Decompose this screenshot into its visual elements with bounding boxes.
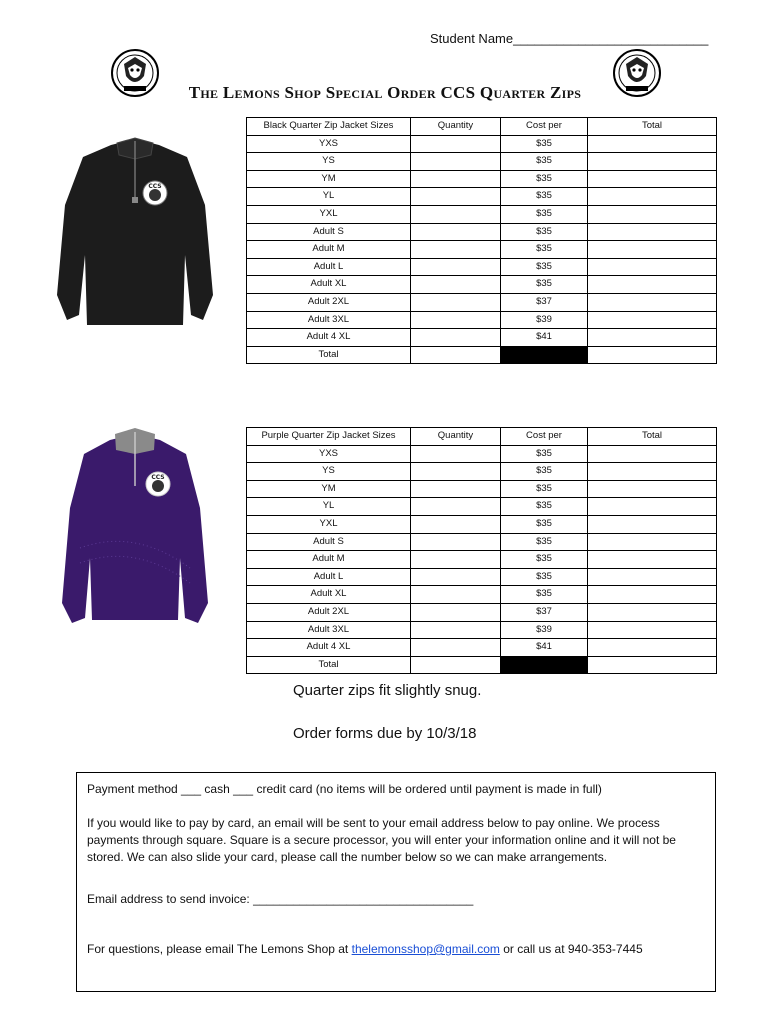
- size-cell: YS: [247, 153, 411, 171]
- total-cell[interactable]: [588, 223, 717, 241]
- size-cell: Adult 2XL: [247, 293, 411, 311]
- cost-cell: $35: [501, 188, 588, 206]
- total-cell[interactable]: [588, 205, 717, 223]
- cost-cell: $35: [501, 568, 588, 586]
- cost-cell: $41: [501, 639, 588, 657]
- quantity-cell[interactable]: [411, 153, 501, 171]
- table-row: [247, 515, 717, 533]
- table-total-row: [247, 656, 717, 674]
- column-header: Black Quarter Zip Jacket Sizes: [247, 118, 411, 136]
- total-cell[interactable]: [588, 498, 717, 516]
- table-row: [247, 533, 717, 551]
- cost-cell: $35: [501, 223, 588, 241]
- questions-prefix: For questions, please email The Lemons Shop at: [87, 942, 352, 956]
- total-cell[interactable]: [588, 621, 717, 639]
- total-cell[interactable]: [588, 603, 717, 621]
- quantity-cell[interactable]: [411, 311, 501, 329]
- cost-cell: $35: [501, 153, 588, 171]
- table-row: [247, 258, 717, 276]
- quantity-cell[interactable]: [411, 515, 501, 533]
- quantity-cell[interactable]: [411, 135, 501, 153]
- table-row: [247, 621, 717, 639]
- table-row: [247, 241, 717, 259]
- total-cell[interactable]: [588, 170, 717, 188]
- due-date-note: Order forms due by 10/3/18: [293, 725, 477, 742]
- quantity-cell[interactable]: [411, 293, 501, 311]
- cost-cell: $35: [501, 241, 588, 259]
- size-cell: Adult M: [247, 551, 411, 569]
- column-header: Total: [588, 428, 717, 446]
- table-header-row: [247, 118, 717, 136]
- table-row: [247, 445, 717, 463]
- table-row: [247, 188, 717, 206]
- total-cell[interactable]: [588, 293, 717, 311]
- quantity-cell[interactable]: [411, 205, 501, 223]
- cost-cell: $37: [501, 603, 588, 621]
- table-row: [247, 276, 717, 294]
- column-header: Quantity: [411, 428, 501, 446]
- quantity-cell[interactable]: [411, 568, 501, 586]
- column-header: Purple Quarter Zip Jacket Sizes: [247, 428, 411, 446]
- total-cell[interactable]: [588, 551, 717, 569]
- purple-order-table: [246, 427, 717, 674]
- email-link[interactable]: thelemonsshop@gmail.com: [351, 942, 500, 956]
- quantity-cell[interactable]: [411, 241, 501, 259]
- fit-note: Quarter zips fit slightly snug.: [293, 682, 482, 699]
- table-row: [247, 293, 717, 311]
- quantity-cell[interactable]: [411, 551, 501, 569]
- cost-cell: $35: [501, 480, 588, 498]
- cost-cell: $35: [501, 463, 588, 481]
- quantity-cell[interactable]: [411, 533, 501, 551]
- grand-total-cell[interactable]: [588, 346, 717, 364]
- total-cell[interactable]: [588, 188, 717, 206]
- quantity-cell[interactable]: [411, 639, 501, 657]
- size-cell: YXL: [247, 205, 411, 223]
- size-cell: YS: [247, 463, 411, 481]
- table-row: [247, 603, 717, 621]
- total-cell[interactable]: [588, 639, 717, 657]
- quantity-cell[interactable]: [411, 586, 501, 604]
- size-cell: Adult 3XL: [247, 311, 411, 329]
- cost-cell: $35: [501, 551, 588, 569]
- total-cell[interactable]: [588, 445, 717, 463]
- total-label: Total: [247, 656, 411, 674]
- total-cell[interactable]: [588, 463, 717, 481]
- questions-suffix: or call us at 940-353-7445: [499, 942, 643, 956]
- total-cell[interactable]: [588, 533, 717, 551]
- table-row: [247, 480, 717, 498]
- quantity-cell[interactable]: [411, 603, 501, 621]
- total-quantity-cell[interactable]: [411, 656, 501, 674]
- size-cell: Adult 3XL: [247, 621, 411, 639]
- column-header: Cost per: [501, 118, 588, 136]
- quantity-cell[interactable]: [411, 498, 501, 516]
- cost-cell: $35: [501, 135, 588, 153]
- total-label: Total: [247, 346, 411, 364]
- crest-ccs-label: CCS: [148, 183, 162, 190]
- quantity-cell[interactable]: [411, 223, 501, 241]
- cost-cell: $37: [501, 293, 588, 311]
- card-payment-paragraph: If you would like to pay by card, an email will be sent to your email address below to pay online. We process payments through square. Square is a secure processor, you will enter your information online and it will not be stored. We can also slide your card, please call the number below so we can make arrangements.: [87, 816, 676, 864]
- cost-cell: $35: [501, 533, 588, 551]
- cost-cell: $35: [501, 170, 588, 188]
- payment-info-box: [76, 772, 716, 992]
- size-cell: YM: [247, 480, 411, 498]
- size-cell: Adult XL: [247, 586, 411, 604]
- cost-cell: $35: [501, 205, 588, 223]
- total-cell[interactable]: [588, 135, 717, 153]
- size-cell: Adult 4 XL: [247, 639, 411, 657]
- table-row: [247, 135, 717, 153]
- size-cell: YL: [247, 188, 411, 206]
- cost-cell: $41: [501, 329, 588, 347]
- size-cell: YXS: [247, 135, 411, 153]
- blackout-cell: [501, 656, 588, 674]
- table-row: [247, 463, 717, 481]
- payment-method-line: Payment method ___ cash ___ credit card (no items will be ordered until payment is made in full): [87, 782, 602, 796]
- questions-line: [87, 941, 707, 958]
- total-cell[interactable]: [588, 241, 717, 259]
- table-row: [247, 311, 717, 329]
- table-row: [247, 551, 717, 569]
- cost-cell: $35: [501, 586, 588, 604]
- table-row: [247, 568, 717, 586]
- column-header: Total: [588, 118, 717, 136]
- table-row: [247, 223, 717, 241]
- cost-cell: $39: [501, 621, 588, 639]
- size-cell: YL: [247, 498, 411, 516]
- invoice-email-line: Email address to send invoice: _________________________________: [87, 892, 474, 906]
- student-name-line: Student Name___________________________: [430, 31, 709, 46]
- cost-cell: $35: [501, 498, 588, 516]
- quantity-cell[interactable]: [411, 258, 501, 276]
- cost-cell: $35: [501, 445, 588, 463]
- size-cell: Adult L: [247, 568, 411, 586]
- size-cell: Adult S: [247, 533, 411, 551]
- grand-total-cell[interactable]: [588, 656, 717, 674]
- size-cell: YXL: [247, 515, 411, 533]
- total-cell[interactable]: [588, 329, 717, 347]
- table-row: [247, 639, 717, 657]
- quantity-cell[interactable]: [411, 480, 501, 498]
- total-cell[interactable]: [588, 480, 717, 498]
- quantity-cell[interactable]: [411, 463, 501, 481]
- quantity-cell[interactable]: [411, 188, 501, 206]
- size-cell: Adult 2XL: [247, 603, 411, 621]
- total-cell[interactable]: [588, 276, 717, 294]
- table-row: [247, 329, 717, 347]
- purple-quarter-zip-image: [60, 428, 210, 628]
- table-row: [247, 205, 717, 223]
- total-cell[interactable]: [588, 568, 717, 586]
- size-cell: Adult M: [247, 241, 411, 259]
- total-cell[interactable]: [588, 586, 717, 604]
- quantity-cell[interactable]: [411, 276, 501, 294]
- cost-cell: $35: [501, 515, 588, 533]
- size-cell: Adult S: [247, 223, 411, 241]
- size-cell: Adult XL: [247, 276, 411, 294]
- crest-ccs-label: CCS: [151, 474, 165, 481]
- cost-cell: $35: [501, 276, 588, 294]
- column-header: Cost per: [501, 428, 588, 446]
- cost-cell: $39: [501, 311, 588, 329]
- total-cell[interactable]: [588, 153, 717, 171]
- column-header: Quantity: [411, 118, 501, 136]
- black-quarter-zip-image: [55, 135, 215, 330]
- table-row: [247, 153, 717, 171]
- quantity-cell[interactable]: [411, 445, 501, 463]
- quantity-cell[interactable]: [411, 329, 501, 347]
- table-row: [247, 170, 717, 188]
- cost-cell: $35: [501, 258, 588, 276]
- table-total-row: [247, 346, 717, 364]
- size-cell: Adult L: [247, 258, 411, 276]
- total-quantity-cell[interactable]: [411, 346, 501, 364]
- black-order-table: [246, 117, 717, 364]
- blackout-cell: [501, 346, 588, 364]
- page-title: The Lemons Shop Special Order CCS Quarter Zips: [188, 83, 582, 102]
- size-cell: Adult 4 XL: [247, 329, 411, 347]
- table-header-row: [247, 428, 717, 446]
- table-row: [247, 498, 717, 516]
- quantity-cell[interactable]: [411, 621, 501, 639]
- size-cell: YXS: [247, 445, 411, 463]
- total-cell[interactable]: [588, 515, 717, 533]
- table-row: [247, 586, 717, 604]
- total-cell[interactable]: [588, 258, 717, 276]
- quantity-cell[interactable]: [411, 170, 501, 188]
- size-cell: YM: [247, 170, 411, 188]
- total-cell[interactable]: [588, 311, 717, 329]
